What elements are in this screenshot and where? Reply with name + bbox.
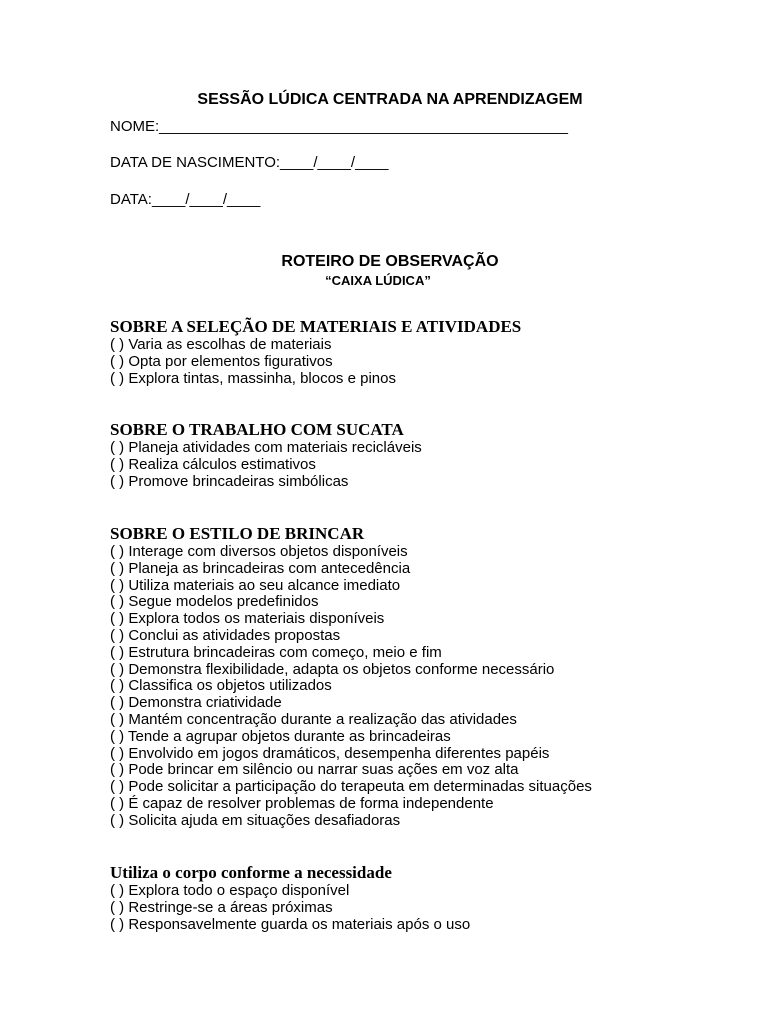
checklist-item: ( ) Explora todo o espaço disponível bbox=[110, 882, 350, 899]
section-material-selection bbox=[110, 317, 710, 387]
checklist-item: ( ) Restringe-se a áreas próximas bbox=[110, 898, 333, 916]
checklist-item: ( ) Classifica os objetos utilizados bbox=[110, 677, 332, 695]
document-title: SESSÃO LÚDICA CENTRADA NA APRENDIZAGEM bbox=[197, 91, 583, 108]
checklist-item: ( ) Demonstra flexibilidade, adapta os objetos conforme necessário bbox=[110, 660, 555, 678]
guide-subtitle: “CAIXA LÚDICA” bbox=[325, 273, 431, 288]
section-title: Utiliza o corpo conforme a necessidade bbox=[110, 863, 392, 882]
checklist-item: ( ) Planeja atividades com materiais recicláveis bbox=[110, 439, 422, 456]
section-play-style bbox=[110, 524, 710, 830]
checklist-item: ( ) Interage com diversos objetos disponíveis bbox=[110, 543, 408, 560]
section-body-use bbox=[110, 863, 710, 933]
checklist-item: ( ) Opta por elementos figurativos bbox=[110, 352, 333, 370]
section-title: SOBRE A SELEÇÃO DE MATERIAIS E ATIVIDADES bbox=[110, 317, 522, 336]
section-title: SOBRE O TRABALHO COM SUCATA bbox=[110, 420, 404, 439]
checklist-item: ( ) Solicita ajuda em situações desafiadoras bbox=[110, 811, 401, 829]
checklist-item: ( ) Utiliza materiais ao seu alcance imediato bbox=[110, 576, 401, 594]
checklist-item: ( ) Planeja as brincadeiras com antecedência bbox=[110, 559, 411, 577]
checklist-item: ( ) Segue modelos predefinidos bbox=[110, 593, 319, 611]
checklist-item: ( ) Promove brincadeiras simbólicas bbox=[110, 472, 349, 490]
section-scrap-work bbox=[110, 420, 710, 490]
checklist-item: ( ) Responsavelmente guarda os materiais após o uso bbox=[110, 915, 471, 933]
checklist-item: ( ) Realiza cálculos estimativos bbox=[110, 455, 316, 473]
name-field: NOME:_________________________________________________ bbox=[110, 118, 568, 135]
checklist bbox=[110, 544, 710, 830]
checklist-item: ( ) Conclui as atividades propostas bbox=[110, 626, 341, 644]
checklist-item: ( ) Explora tintas, massinha, blocos e pinos bbox=[110, 369, 396, 387]
checklist-item: ( ) Mantém concentração durante a realização das atividades bbox=[110, 710, 517, 728]
checklist-item: ( ) Envolvido em jogos dramáticos, desempenha diferentes papéis bbox=[110, 744, 550, 762]
checklist-item: ( ) Demonstra criatividade bbox=[110, 694, 282, 712]
date-field: DATA:____/____/____ bbox=[110, 191, 261, 208]
guide-title: ROTEIRO DE OBSERVAÇÃO bbox=[281, 253, 499, 270]
checklist-item: ( ) Pode brincar em silêncio ou narrar suas ações em voz alta bbox=[110, 761, 519, 779]
checklist bbox=[110, 883, 710, 933]
checklist-item: ( ) Varia as escolhas de materiais bbox=[110, 336, 332, 353]
checklist bbox=[110, 337, 710, 387]
checklist-item: ( ) Tende a agrupar objetos durante as brincadeiras bbox=[110, 727, 451, 745]
checklist bbox=[110, 440, 710, 490]
checklist-item: ( ) Estrutura brincadeiras com começo, meio e fim bbox=[110, 643, 442, 661]
checklist-item: ( ) É capaz de resolver problemas de forma independente bbox=[110, 794, 494, 812]
checklist-item: ( ) Pode solicitar a participação do terapeuta em determinadas situações bbox=[110, 778, 592, 796]
section-title: SOBRE O ESTILO DE BRINCAR bbox=[110, 524, 365, 543]
birth-date-field: DATA DE NASCIMENTO:____/____/____ bbox=[110, 154, 389, 171]
checklist-item: ( ) Explora todos os materiais disponíveis bbox=[110, 610, 385, 628]
